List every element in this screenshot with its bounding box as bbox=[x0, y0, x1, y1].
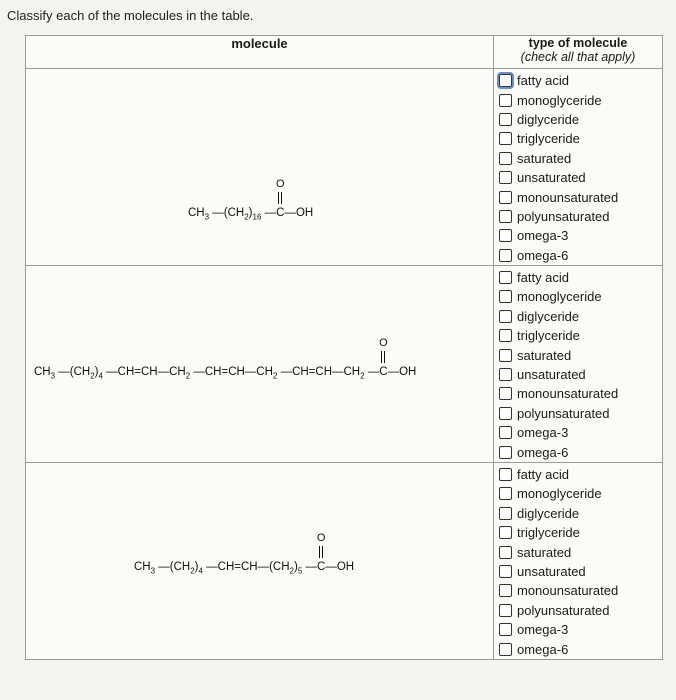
option-diglyceride[interactable]: diglyceride bbox=[494, 504, 662, 523]
table-row bbox=[26, 69, 663, 266]
header-molecule: molecule bbox=[26, 36, 494, 69]
option-omega-6[interactable]: omega-6 bbox=[494, 639, 662, 658]
checkbox[interactable] bbox=[499, 152, 512, 165]
checkbox[interactable] bbox=[499, 94, 512, 107]
option-unsaturated[interactable]: unsaturated bbox=[494, 168, 662, 187]
option-fatty-acid[interactable]: fatty acid bbox=[494, 268, 662, 287]
option-saturated[interactable]: saturated bbox=[494, 542, 662, 561]
molecule-formula: $CH_3$ $—(CH_2)_4$ $—CH=CH—(CH_2)_5$ — O C—OH bbox=[134, 531, 355, 576]
checkbox[interactable] bbox=[499, 113, 512, 126]
checkbox[interactable] bbox=[499, 468, 512, 481]
carbonyl-group: O C bbox=[316, 531, 326, 573]
molecule-formula: $CH_3$ $—(CH_2)_{16}$ — O C—OH bbox=[188, 178, 314, 222]
option-polyunsaturated[interactable]: polyunsaturated bbox=[494, 601, 662, 620]
option-omega-6[interactable]: omega-6 bbox=[494, 246, 662, 265]
checkbox[interactable] bbox=[499, 329, 512, 342]
molecule-formula: $CH_3$ $—(CH_2)_4$ $—CH=CH—CH_2$ $—CH=CH—CH_2$ $—CH=CH—CH_2$ — O C—OH bbox=[34, 336, 417, 381]
carbonyl-group: O C bbox=[276, 178, 285, 219]
molecule-cell bbox=[26, 69, 494, 266]
option-omega-3[interactable]: omega-3 bbox=[494, 226, 662, 245]
checkbox[interactable] bbox=[499, 623, 512, 636]
option-monounsaturated[interactable]: monounsaturated bbox=[494, 581, 662, 600]
option-diglyceride[interactable]: diglyceride bbox=[494, 307, 662, 326]
options-cell bbox=[494, 69, 663, 266]
option-diglyceride[interactable]: diglyceride bbox=[494, 110, 662, 129]
options-cell bbox=[494, 265, 663, 462]
option-omega-6[interactable]: omega-6 bbox=[494, 442, 662, 461]
option-saturated[interactable]: saturated bbox=[494, 149, 662, 168]
checkbox[interactable] bbox=[499, 74, 512, 87]
checkbox[interactable] bbox=[499, 546, 512, 559]
option-triglyceride[interactable]: triglyceride bbox=[494, 523, 662, 542]
option-unsaturated[interactable]: unsaturated bbox=[494, 365, 662, 384]
checkbox[interactable] bbox=[499, 604, 512, 617]
option-fatty-acid[interactable]: fatty acid bbox=[494, 71, 662, 90]
option-monoglyceride[interactable]: monoglyceride bbox=[494, 484, 662, 503]
checkbox[interactable] bbox=[499, 487, 512, 500]
option-omega-3[interactable]: omega-3 bbox=[494, 620, 662, 639]
option-triglyceride[interactable]: triglyceride bbox=[494, 129, 662, 148]
checkbox[interactable] bbox=[499, 249, 512, 262]
option-monounsaturated[interactable]: monounsaturated bbox=[494, 384, 662, 403]
option-fatty-acid[interactable]: fatty acid bbox=[494, 465, 662, 484]
option-monoglyceride[interactable]: monoglyceride bbox=[494, 90, 662, 109]
checkbox[interactable] bbox=[499, 171, 512, 184]
table-row bbox=[26, 462, 663, 659]
carbonyl-group: O C bbox=[379, 336, 388, 378]
option-saturated[interactable]: saturated bbox=[494, 345, 662, 364]
options-list bbox=[494, 69, 662, 265]
checkbox[interactable] bbox=[499, 407, 512, 420]
checkbox[interactable] bbox=[499, 446, 512, 459]
checkbox[interactable] bbox=[499, 310, 512, 323]
classification-table bbox=[25, 35, 663, 660]
option-polyunsaturated[interactable]: polyunsaturated bbox=[494, 404, 662, 423]
checkbox[interactable] bbox=[499, 210, 512, 223]
option-monounsaturated[interactable]: monounsaturated bbox=[494, 187, 662, 206]
option-polyunsaturated[interactable]: polyunsaturated bbox=[494, 207, 662, 226]
checkbox[interactable] bbox=[499, 229, 512, 242]
options-cell bbox=[494, 462, 663, 659]
option-triglyceride[interactable]: triglyceride bbox=[494, 326, 662, 345]
molecule-cell bbox=[26, 462, 494, 659]
option-omega-3[interactable]: omega-3 bbox=[494, 423, 662, 442]
checkbox[interactable] bbox=[499, 132, 512, 145]
instruction-text: Classify each of the molecules in the table. bbox=[7, 8, 254, 23]
header-type bbox=[494, 36, 663, 69]
checkbox[interactable] bbox=[499, 643, 512, 656]
molecule-cell bbox=[26, 265, 494, 462]
options-list bbox=[494, 266, 662, 462]
option-unsaturated[interactable]: unsaturated bbox=[494, 562, 662, 581]
checkbox[interactable] bbox=[499, 271, 512, 284]
checkbox[interactable] bbox=[499, 290, 512, 303]
checkbox[interactable] bbox=[499, 526, 512, 539]
checkbox[interactable] bbox=[499, 565, 512, 578]
header-type-title: type of molecule bbox=[528, 36, 628, 50]
checkbox[interactable] bbox=[499, 387, 512, 400]
checkbox[interactable] bbox=[499, 426, 512, 439]
options-list bbox=[494, 463, 662, 659]
checkbox[interactable] bbox=[499, 191, 512, 204]
checkbox[interactable] bbox=[499, 507, 512, 520]
table-row bbox=[26, 265, 663, 462]
option-monoglyceride[interactable]: monoglyceride bbox=[494, 287, 662, 306]
header-type-subtitle: (check all that apply) bbox=[520, 50, 636, 64]
checkbox[interactable] bbox=[499, 349, 512, 362]
checkbox[interactable] bbox=[499, 584, 512, 597]
checkbox[interactable] bbox=[499, 368, 512, 381]
